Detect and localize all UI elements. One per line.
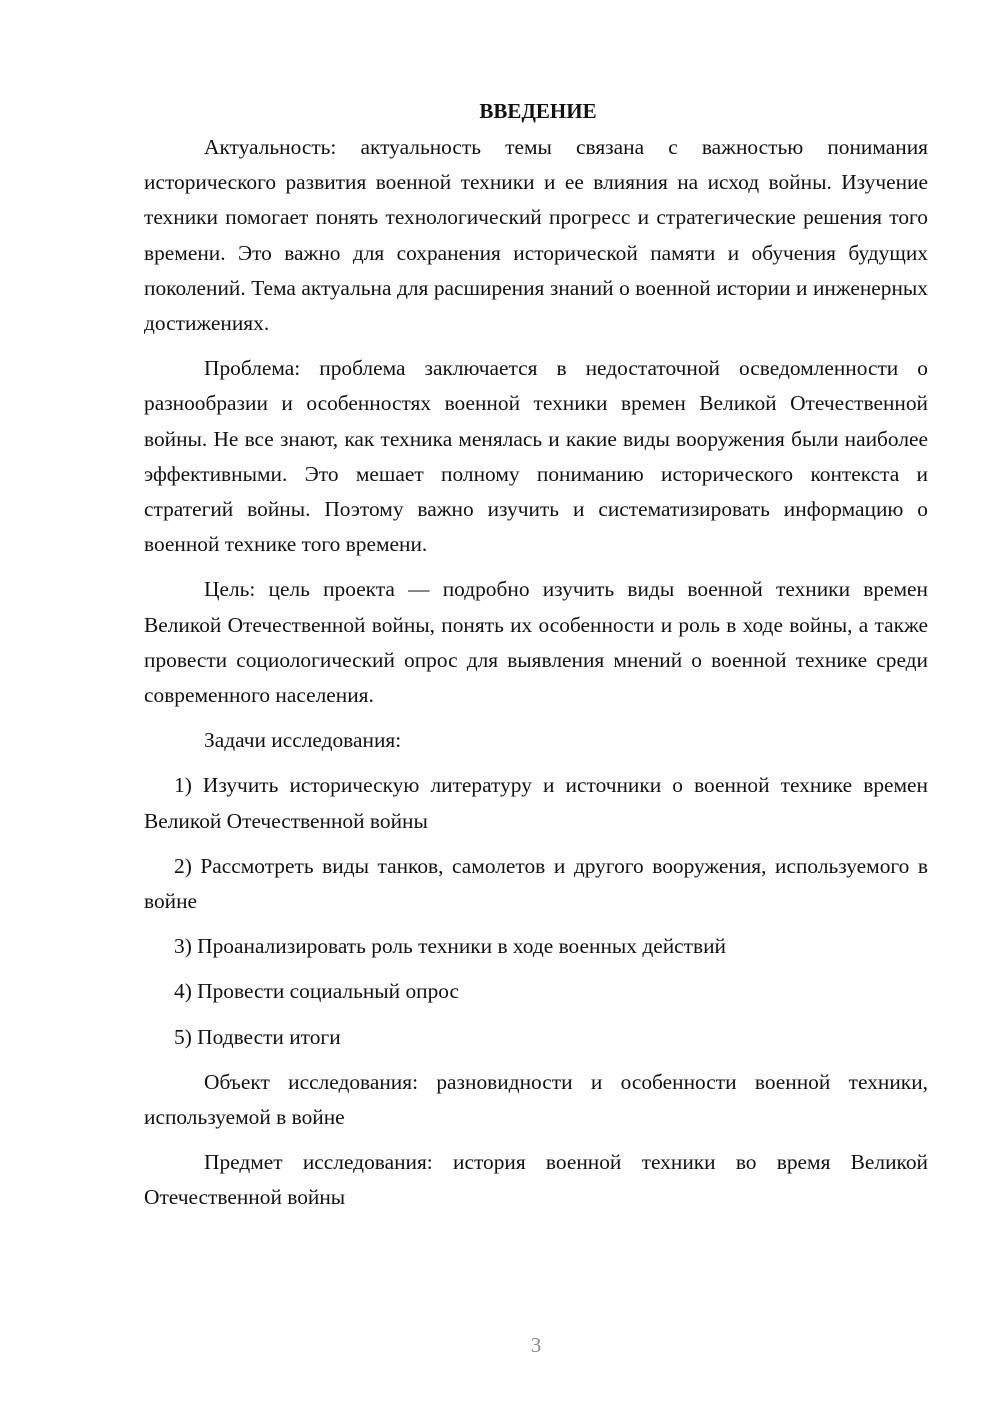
tasks-heading: Задачи исследования: — [204, 728, 402, 753]
task-item-1: 1) Изучить историческую литературу и источники о военной технике времен Великой Отечественной войны — [144, 773, 928, 833]
paragraph-goal: Цель: цель проекта — подробно изучить виды военной техники времен Великой Отечественной войны, понять их особенности и роль в ходе войны, а также провести социологический опрос для выявления мнений о военной технике среди современного населения. — [144, 577, 928, 708]
page-title: ВВЕДЕНИЕ — [479, 99, 597, 123]
task-item-4: 4) Провести социальный опрос — [174, 979, 460, 1004]
paragraph-subject: Предмет исследования: история военной техники во время Великой Отечественной войны — [144, 1150, 928, 1210]
tasks-list — [144, 768, 928, 1054]
task-item-3: 3) Проанализировать роль техники в ходе военных действий — [174, 934, 726, 959]
paragraph-object: Объект исследования: разновидности и особенности военной техники, используемой в войне — [144, 1069, 928, 1130]
task-item-5: 5) Подвести итоги — [174, 1024, 341, 1049]
paragraph-problem: Проблема: проблема заключается в недостаточной осведомленности о разнообразии и особенностях военной техники времен Великой Отечественной войны. Не все знают, как техника менялась и какие виды вооружения были наиболее эффективными. Это мешает полному пониманию исторического контекста и стратегий войны. Поэтому важно изучить и систематизировать информацию о военной технике того времени. — [144, 356, 928, 557]
paragraph-relevance: Актуальность: актуальность темы связана с важностью понимания исторического развития военной техники и ее влияния на исход войны. Изучение техники помогает понять технологический прогресс и стратегические решения того времени. Это важно для сохранения исторической памяти и обучения будущих поколений. Тема актуальна для расширения знаний о военной истории и инженерных достижениях. — [144, 135, 928, 336]
task-item-2: 2) Рассмотреть виды танков, самолетов и другого вооружения, используемого в войне — [144, 853, 928, 914]
page-number: 3 — [530, 1333, 542, 1357]
document-page — [144, 96, 928, 1226]
